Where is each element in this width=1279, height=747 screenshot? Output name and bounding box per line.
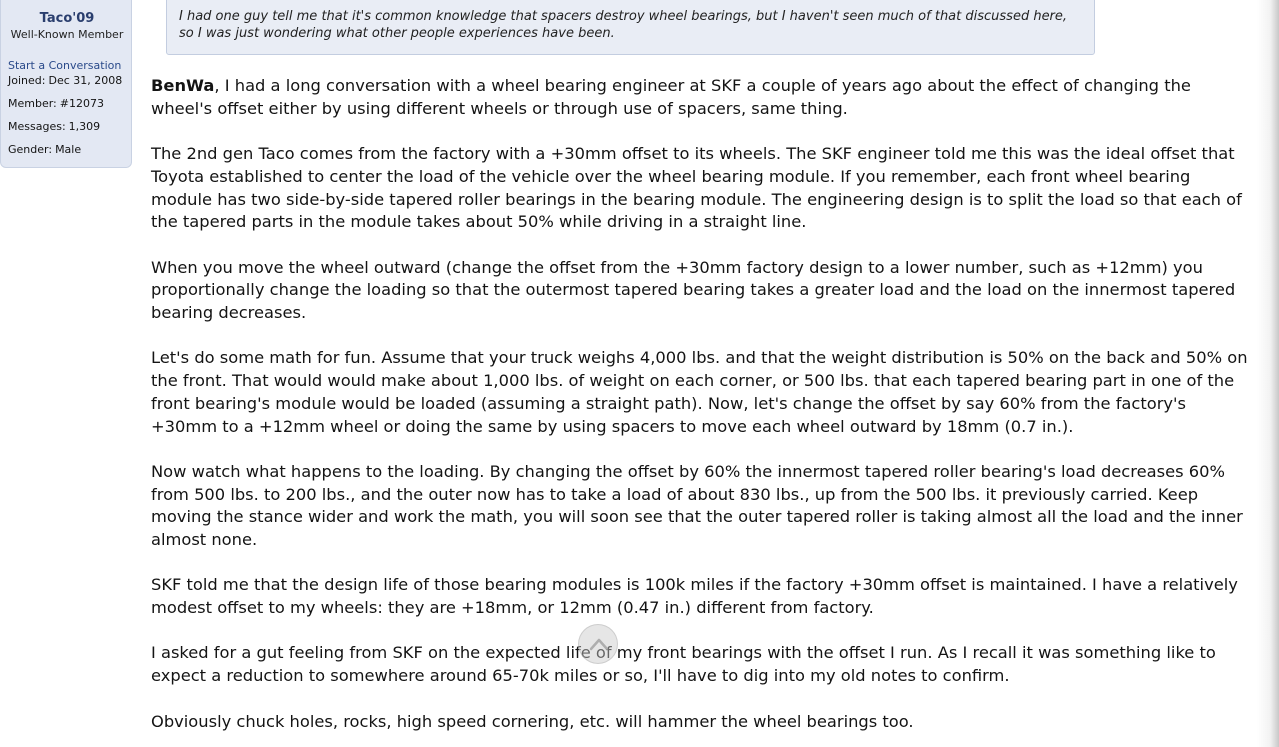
scroll-to-top-button[interactable] bbox=[578, 624, 618, 664]
window-edge bbox=[1257, 0, 1279, 747]
messages-row bbox=[8, 120, 100, 133]
user-title: Well-Known Member bbox=[10, 28, 124, 41]
joined-row bbox=[8, 74, 122, 87]
mention-benwa[interactable]: BenWa bbox=[151, 76, 215, 95]
joined-label: Joined: bbox=[8, 74, 46, 87]
post-body bbox=[151, 75, 1251, 747]
post-paragraph-5: Now watch what happens to the loading. By changing the offset by 60% the innermost tapered roller bearing's load decreases 60% from 500 lbs. to 200 lbs., and the outer now has to take a load of about 830 lbs., up from the 500 lbs. it previously carried. Keep moving the stance wider and work the math, you will soon see that the outer tapered roller is taking almost all the load and the inner almost none. bbox=[151, 461, 1243, 549]
post-paragraph-8: Obviously chuck holes, rocks, high speed cornering, etc. will hammer the wheel bearings too. bbox=[151, 711, 914, 731]
quote-block bbox=[166, 0, 1095, 55]
chevron-up-icon bbox=[589, 637, 609, 651]
gender-value: Male bbox=[55, 143, 82, 156]
quote-line-1: I had one guy tell me that it's common knowledge that spacers destroy wheel bearings, but I haven't seen much of that discussed here, bbox=[179, 9, 1068, 24]
post-paragraph-6: SKF told me that the design life of those bearing modules is 100k miles if the factory +30mm offset is maintained. I have a relatively modest offset to my wheels: they are +18mm, or 12mm (0.47 in.) different from factory. bbox=[151, 575, 1238, 618]
post-paragraph-2: The 2nd gen Taco comes from the factory with a +30mm offset to its wheels. The SKF engineer told me this was the ideal offset that Toyota established to center the load of the vehicle over the wheel bearing module. If you remember, each front wheel bearing module has two side-by-side tapered roller bearings in the bearing module. The engineering design is to split the load so that each of the tapered parts in the module takes about 50% while driving in a straight line. bbox=[151, 144, 1242, 232]
post-paragraph-1-text: , I had a long conversation with a wheel bearing engineer at SKF a couple of years ago about the effect of changing the wheel's offset either by using different wheels or through use of spacers, same thing. bbox=[151, 76, 1191, 118]
messages-value: 1,309 bbox=[68, 120, 101, 133]
gender-row bbox=[8, 143, 81, 156]
quote-line-2: so I was just wondering what other people experiences have been. bbox=[179, 26, 615, 41]
start-conversation-link[interactable]: Start a Conversation bbox=[8, 59, 122, 72]
post-paragraph-3: When you move the wheel outward (change the offset from the +30mm factory design to a lower number, such as +12mm) you proportionally change the loading so that the outermost tapered bearing takes a greater load and the load on the innermost tapered bearing decreases. bbox=[151, 257, 1236, 322]
post-paragraph-7: I asked for a gut feeling from SKF on the expected life of my front bearings with the offset I run. As I recall it was something like to expect a reduction to somewhere around 65-70k miles or so, I'll have to dig into my old notes to confirm. bbox=[151, 643, 1216, 686]
member-label: Member: bbox=[8, 97, 57, 110]
username-link[interactable]: Taco'09 bbox=[39, 11, 95, 26]
gender-label: Gender: bbox=[8, 143, 53, 156]
post-paragraph-4: Let's do some math for fun. Assume that your truck weighs 4,000 lbs. and that the weight distribution is 50% on the back and 50% on the front. That would would make about 1,000 lbs. of weight on each corner, or 500 lbs. that each tapered bearing part in one of the front bearing's module would be loaded (assuming a straight path). Now, let's change the offset by say 60% from the factory's +30mm to a +12mm wheel or doing the same by using spacers to move each wheel outward by 18mm (0.7 in.). bbox=[151, 348, 1248, 436]
member-value: #12073 bbox=[59, 97, 104, 110]
messages-label: Messages: bbox=[8, 120, 66, 133]
joined-value: Dec 31, 2008 bbox=[48, 74, 123, 87]
member-row bbox=[8, 97, 104, 110]
user-info-sidebar bbox=[0, 0, 132, 168]
post-paragraph-1 bbox=[151, 75, 1251, 120]
